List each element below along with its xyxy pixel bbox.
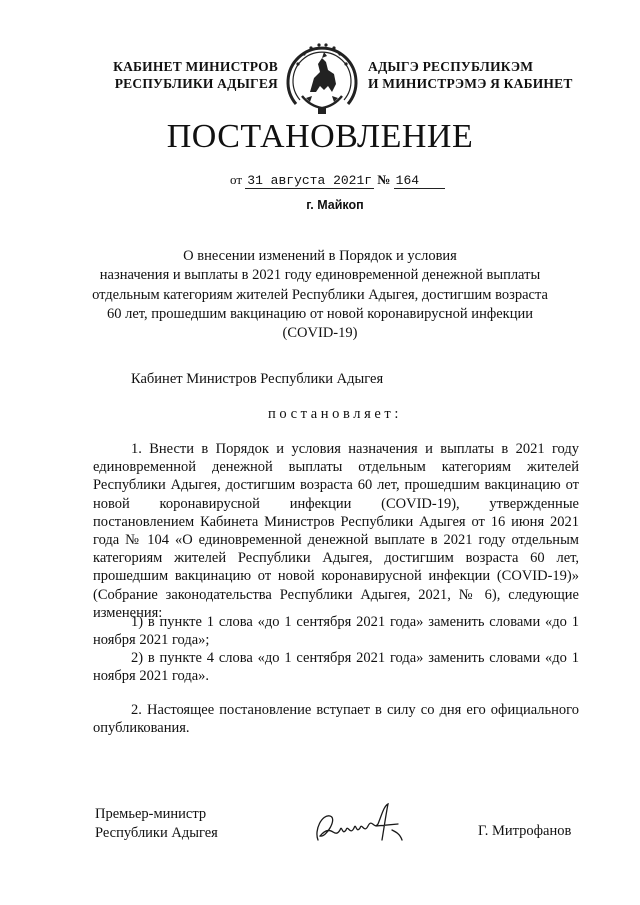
subitem-2: 2) в пункте 4 слова «до 1 сентября 2021 года» заменить словами «до 1 ноября 2021 года». — [93, 650, 579, 685]
subject-line: О внесении изменений в Порядок и условия — [183, 248, 457, 264]
date-line — [230, 172, 445, 188]
document-subject — [90, 247, 550, 343]
issuer-name-russian — [98, 58, 278, 92]
subject-line: 60 лет, прошедшим вакцинацию от новой коронавирусной инфекции — [107, 305, 533, 322]
coat-of-arms-icon — [284, 34, 360, 118]
issuer-name-adyghe — [368, 58, 578, 92]
paragraph-1: 1. Внести в Порядок и условия назначения и выплаты в 2021 году единовременной денежной выплаты отдельным категориям жителей Республики Адыгея, достигшим возраста 60 лет, прошедшим вакцинацию от новой коронавирусной инфекции (COVID-19), утвержденные постановлением Кабинета Министров Республики Адыгея от 16 июня 2021 года № 104 «О единовременной денежной выплате в 2021 году отдельным категориям жителей Республики Адыгея, достигшим возраста 60 лет, прошедшим вакцинацию от новой коронавирусной инфекции (COVID-19)» (Собрание законодательства Республики Адыгея, 2021, № 6), следующие изменения: — [93, 441, 579, 621]
issuer-name-line: РЕСПУБЛИКИ АДЫГЕЯ — [114, 76, 278, 91]
subject-line: назначения и выплаты в 2021 году единовременной денежной выплаты — [99, 267, 541, 284]
subject-line: (COVID-19) — [282, 325, 358, 342]
handwritten-signature — [312, 800, 404, 848]
signatory-position — [95, 805, 218, 842]
issuer-name-line: КАБИНЕТ МИНИСТРОВ — [113, 59, 278, 74]
signatory-name: Г. Митрофанов — [478, 823, 572, 839]
number-sign: № — [377, 172, 391, 187]
document-date: 31 августа 2021г — [247, 173, 373, 188]
document-title: ПОСТАНОВЛЕНИЕ — [166, 118, 474, 155]
issuer-line: Кабинет Министров Республики Адыгея — [131, 371, 384, 387]
city: г. Майкоп — [306, 198, 364, 212]
signatory-position-line: Премьер-министр — [95, 806, 207, 822]
document-number: 164 — [394, 173, 445, 189]
issuer-name-line: АДЫГЭ РЕСПУБЛИКЭМ — [368, 59, 534, 74]
subject-line: отдельным категориям жителей Республики Адыгея, достигшим возраста — [92, 286, 548, 303]
paragraph-2: 2. Настоящее постановление вступает в силу со дня его официального опубликования. — [93, 702, 579, 737]
issuer-name-line: И МИНИСТРЭМЭ Я КАБИНЕТ — [368, 76, 573, 91]
subitem-1: 1) в пункте 1 слова «до 1 сентября 2021 года» заменить словами «до 1 ноября 2021 года»; — [93, 614, 579, 649]
date-prefix: от — [230, 172, 243, 187]
signatory-position-line: Республики Адыгея — [95, 824, 218, 841]
decrees-word: постановляет: — [268, 406, 402, 422]
